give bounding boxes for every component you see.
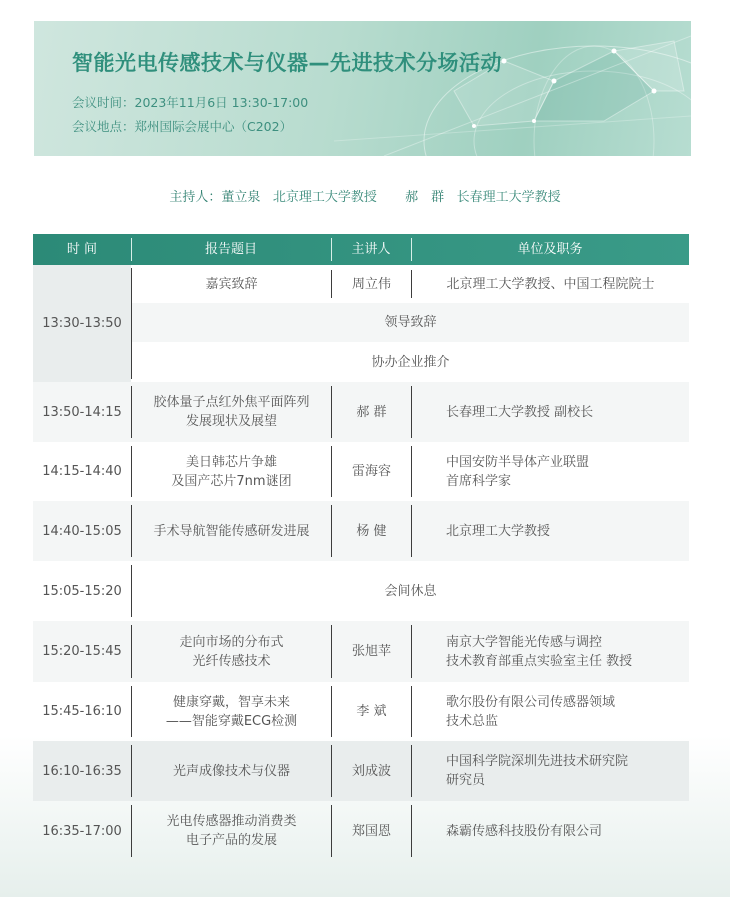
hosts-line: [0, 186, 730, 205]
row-speaker: 杨 健: [356, 523, 387, 539]
table-row: [33, 442, 689, 501]
org-line: 中国安防半导体产业联盟: [446, 454, 590, 470]
header-speaker: 主讲人: [351, 242, 391, 257]
row-topic: [132, 382, 331, 442]
row-speaker: 刘成波: [351, 763, 391, 779]
row-time: 16:10-16:35: [42, 763, 122, 779]
row-time: 13:30-13:50: [33, 265, 131, 382]
table-row: [33, 501, 689, 561]
table-row: [33, 741, 689, 801]
table-row: [33, 382, 689, 442]
row-time: 13:50-14:15: [42, 404, 122, 420]
row-org: [446, 741, 686, 801]
hosts-label: 主持人：: [169, 190, 222, 205]
topic-line: 发展现状及展望: [185, 414, 277, 429]
org-line: 研究员: [446, 773, 486, 788]
row-topic: [132, 501, 331, 561]
row-org: [446, 801, 686, 861]
row-topic-merged: 领导致辞: [132, 303, 689, 342]
topic-line: 美日韩芯片争雄: [185, 454, 277, 470]
topic-line: ——智能穿戴ECG检测: [165, 713, 298, 729]
globe-network-decoration: [34, 21, 691, 156]
topic-line: 光声成像技术与仪器: [172, 763, 290, 779]
row-topic: [132, 621, 331, 682]
topic-line: 光电传感器推动消费类: [166, 814, 297, 829]
table-row: [33, 621, 689, 682]
topic-line: 胶体量子点红外焦平面阵列: [153, 395, 310, 410]
table-row: [33, 801, 689, 861]
row-org: [446, 442, 686, 501]
row-speaker: 张旭苹: [351, 644, 391, 659]
org-line: 技术总监: [446, 713, 499, 729]
row-org: [446, 501, 686, 561]
row-time: 16:35-17:00: [42, 823, 122, 839]
org-line: 森霸传感科技股份有限公司: [446, 823, 603, 839]
org-line: 南京大学智能光传感与调控: [446, 634, 603, 650]
row-topic: [132, 801, 331, 861]
host2-name: 郝 群: [405, 190, 445, 205]
row-speaker: 雷海容: [351, 464, 391, 479]
host2-title: 长春理工大学教授: [456, 190, 561, 205]
row-topic: [132, 442, 331, 501]
header-banner: [34, 21, 691, 156]
event-title: 智能光电传感技术与仪器—先进技术分场活动: [72, 51, 502, 75]
org-line: 首席科学家: [446, 473, 512, 489]
row-time: 15:05-15:20: [42, 583, 122, 599]
row-org: [446, 682, 686, 741]
row-org: [446, 621, 686, 682]
header-org: 单位及职务: [517, 242, 583, 257]
table-row: [33, 561, 689, 621]
row-speaker: 周立伟: [351, 276, 391, 292]
topic-line: 光纤传感技术: [192, 653, 271, 669]
table-header: [33, 234, 689, 265]
row-time: 14:15-14:40: [42, 464, 122, 479]
row-topic: [132, 741, 331, 801]
table-row: [33, 682, 689, 741]
row-topic: [132, 682, 331, 741]
schedule-table: [33, 234, 689, 859]
row-topic: 嘉宾致辞: [205, 276, 258, 292]
table-row: [33, 265, 689, 382]
header-time: 时 间: [66, 242, 98, 257]
row-topic-merged: 协办企业推介: [371, 354, 450, 370]
row-time: 15:45-16:10: [42, 704, 122, 719]
topic-line: 电子产品的发展: [185, 833, 277, 848]
meeting-time: 会议时间：2023年11月6日 13:30-17:00: [72, 95, 309, 110]
org-line: 长春理工大学教授 副校长: [446, 404, 594, 420]
org-line: 技术教育部重点实验室主任 教授: [446, 653, 633, 669]
row-time: 14:40-15:05: [42, 523, 122, 539]
row-org: 北京理工大学教授、中国工程院院士: [446, 276, 655, 292]
host1-name: 董立泉: [221, 190, 261, 205]
topic-line: 手术导航智能传感研发进展: [153, 523, 310, 539]
org-line: 歌尔股份有限公司传感器领域: [446, 694, 616, 710]
row-speaker: 郝 群: [356, 404, 387, 420]
row-time: 15:20-15:45: [42, 644, 122, 659]
host1-title: 北京理工大学教授: [272, 190, 377, 205]
break-label: 会间休息: [384, 583, 437, 599]
org-line: 北京理工大学教授: [446, 523, 551, 539]
meeting-location: 会议地点：郑州国际会展中心（C202）: [72, 119, 293, 134]
row-org: [446, 382, 686, 442]
topic-line: 走向市场的分布式: [179, 634, 284, 650]
row-speaker: 郑国恩: [351, 823, 391, 839]
org-line: 中国科学院深圳先进技术研究院: [446, 754, 629, 769]
topic-line: 及国产芯片7nm谜团: [171, 473, 292, 489]
row-speaker: 李 斌: [356, 704, 387, 719]
topic-line: 健康穿戴，智享未来: [172, 694, 290, 710]
header-topic: 报告题目: [204, 242, 257, 257]
